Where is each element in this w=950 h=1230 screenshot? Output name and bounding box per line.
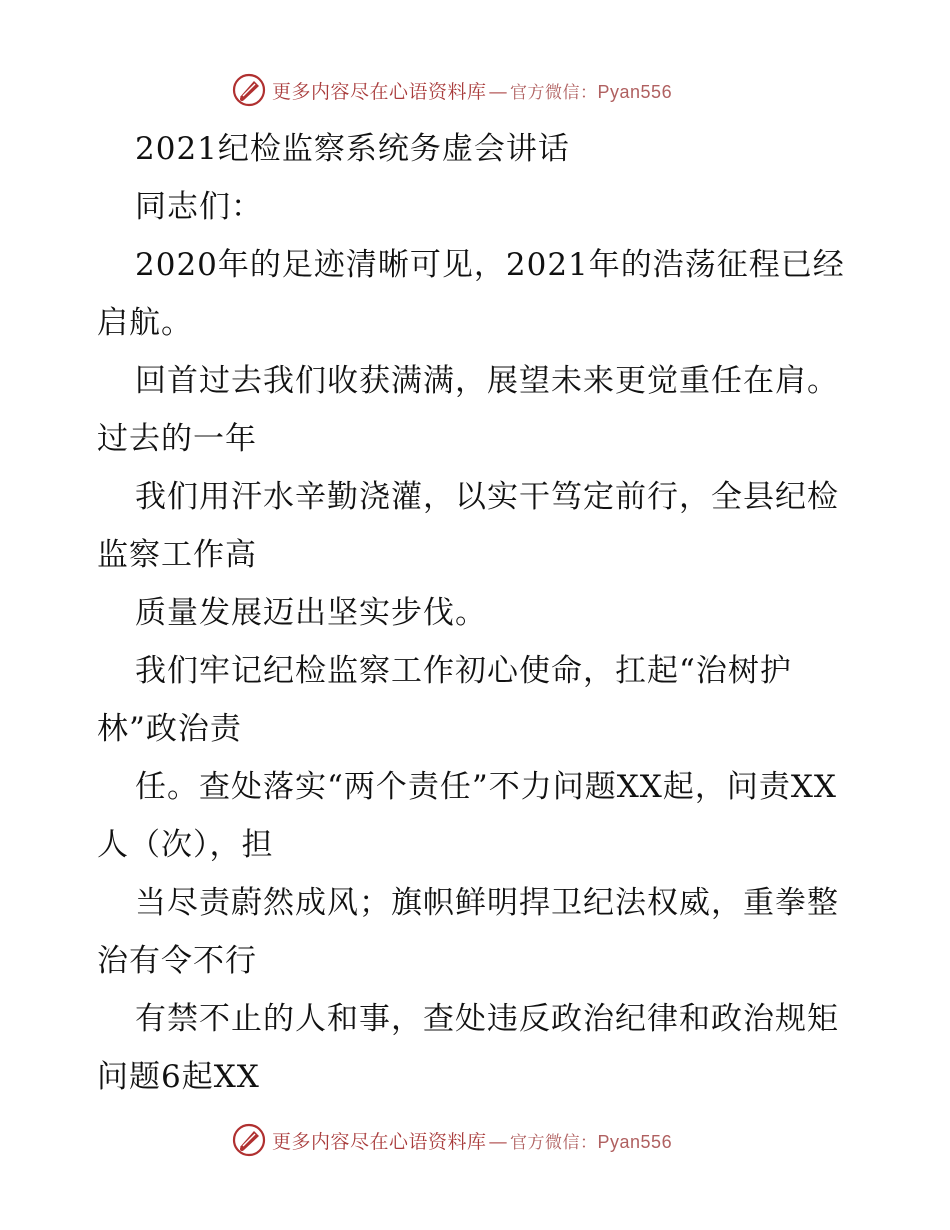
banner-sub-text: 官方微信：: [510, 82, 598, 103]
doc-paragraph: 质量发展迈出坚实步伐。: [135, 595, 487, 631]
doc-paragraph: 2020年的足迹清晰可见，2021年的浩荡征程已经启航。: [97, 247, 845, 341]
banner-main-text: 更多内容尽在心语资料库: [272, 1130, 487, 1153]
doc-paragraph: 有禁不止的人和事，查处违反政治纪律和政治规矩问题6起XX: [97, 1001, 839, 1095]
doc-paragraph: 同志们：: [135, 189, 263, 225]
banner-wechat-id: Pyan556: [597, 1131, 673, 1152]
pen-nib-logo-icon: [232, 73, 266, 107]
document-body: [97, 120, 857, 1106]
doc-paragraph: 当尽责蔚然成风；旗帜鲜明捍卫纪法权威，重拳整治有令不行: [97, 885, 839, 979]
banner-separator: —: [488, 1130, 509, 1153]
banner-text: [272, 1127, 672, 1154]
footer-banner: [232, 1122, 712, 1158]
banner-text: [272, 77, 672, 104]
banner-main-text: 更多内容尽在心语资料库: [272, 80, 487, 103]
pen-nib-logo-icon: [232, 1123, 266, 1157]
doc-paragraph: 回首过去我们收获满满，展望未来更觉重任在肩。过去的一年: [97, 363, 839, 457]
doc-paragraph: 2021纪检监察系统务虚会讲话: [135, 131, 570, 167]
doc-paragraph: 任。查处落实“两个责任”不力问题XX起，问责XX人（次），担: [97, 769, 837, 863]
doc-paragraph: 我们用汗水辛勤浇灌，以实干笃定前行，全县纪检监察工作高: [97, 479, 839, 573]
banner-separator: —: [488, 80, 509, 103]
header-banner: [232, 72, 712, 108]
banner-wechat-id: Pyan556: [597, 81, 673, 102]
doc-paragraph: 我们牢记纪检监察工作初心使命，扛起“治树护林”政治责: [97, 653, 792, 747]
banner-sub-text: 官方微信：: [510, 1132, 598, 1153]
